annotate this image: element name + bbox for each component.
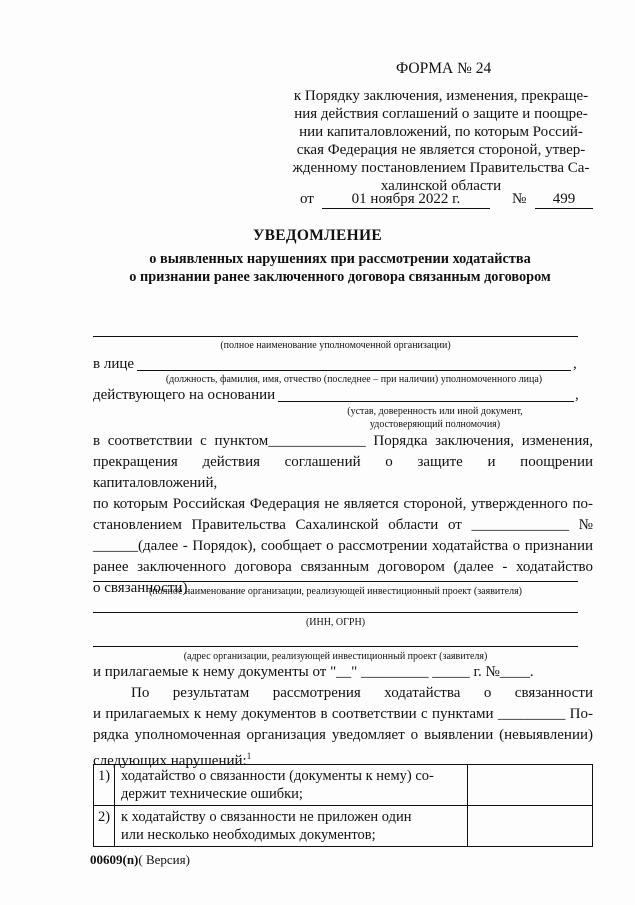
paragraph-results [93,683,593,772]
header-line: халинской области [380,178,502,194]
violations-table [93,764,593,847]
approval-number: 499 [535,191,593,209]
paragraph-line: ранее заключенного договора связанным договором (далее - ходатайство [93,559,593,575]
basis-caption-line: удостоверяющий полномочия) [369,419,501,430]
footer-stamp [90,852,190,868]
paragraph-line: по которым Российская Федерация не является стороной, утвержденного по- [93,496,593,512]
header-line: ния действия соглашений о защите и поощре- [294,106,588,122]
paragraph-main [93,431,593,599]
basis-caption-line: (устав, доверенность или иной документ, [347,406,523,417]
violation-line: ходатайство о связанности (документы к нему) со- [121,768,434,784]
table-row [94,806,593,847]
org-name-caption: (полное наименование уполномоченной организации) [220,340,451,351]
paragraph-line: прекращения действия соглашений о защите и поощрении капиталовложений, [93,454,593,491]
paragraph-line: в соответствии с пунктом_____________ Порядка заключения, изменения, [93,433,593,449]
footnote-mark: 1 [246,751,252,761]
header-line: жденному постановлением Правительства Са- [292,160,590,176]
paragraph-line: и прилагаемых к нему документов в соответствии с пунктами _________ По- [93,706,593,722]
address-caption: (адрес организации, реализующей инвестиционный проект (заявителя) [183,651,488,662]
header-line: нии капиталовложений, по которым Россий- [299,124,583,140]
person-field[interactable] [137,370,571,371]
comma: , [575,387,579,403]
violation-mark-cell[interactable] [468,806,593,847]
document-subtitle [60,250,620,286]
basis-field[interactable] [278,401,574,402]
header-line: к Порядку заключения, изменения, прекраще- [293,88,589,104]
violation-line: или несколько необходимых документов; [121,827,376,843]
acting-basis-label: действующего на основании [93,387,276,403]
inn-field[interactable] [93,612,578,613]
attached-docs-line: и прилагаемые к нему документы от "__" _________ _____ г. №____. [93,664,534,680]
paragraph-line: По результатам рассмотрения ходатайства о связанности [131,685,593,701]
approval-date: 01 ноября 2022 г. [322,191,490,209]
date-from-label: от [300,191,314,207]
inn-caption: (ИНН, ОГРН) [305,617,366,628]
paragraph-line: становлением Правительства Сахалинской области от _____________ № [93,517,593,533]
paragraph-last-text: следующих нарушений: [93,753,247,769]
number-label: № [512,191,527,207]
paragraph-line: ______(далее - Порядок), сообщает о рассмотрении ходатайства о признании [93,538,593,554]
subtitle-line: о признании ранее заключенного договора связанным договором [129,269,551,285]
violation-mark-cell[interactable] [468,765,593,806]
in-person-label: в лице [93,356,135,372]
form-title: ФОРМА № 24 [396,60,492,77]
document-title: УВЕДОМЛЕНИЕ [252,227,383,244]
violation-number: 2) [94,806,115,847]
paragraph-line: о связанности) [93,580,188,596]
header-reference [282,87,600,195]
applicant-name-caption: (полное наименование организации, реализующей инвестиционный проект (заявителя) [148,586,523,597]
footer-version: ( Версия) [138,852,190,867]
comma: , [573,356,577,372]
document-title-wrap [0,227,635,245]
person-caption: (должность, фамилия, имя, отчество (последнее – при наличии) уполномоченного лица) [165,374,543,385]
violation-line: к ходатайству о связанности не приложен один [121,809,412,825]
table-row [94,765,593,806]
address-field[interactable] [93,646,578,647]
violation-line: держит технические ошибки; [121,786,303,802]
subtitle-line: о выявленных нарушениях при рассмотрении ходатайства [149,251,531,267]
violation-text [115,806,468,847]
org-name-field[interactable] [93,336,578,337]
approval-date-line [300,191,600,209]
header-line: ская Федерация не является стороной, утвер- [296,142,586,158]
basis-caption [290,405,580,431]
footer-code: 00609(n) [90,852,139,867]
paragraph-line: рядка уполномоченная организация уведомляет о выявлении (невыявлении) [93,727,593,743]
violation-number: 1) [94,765,115,806]
applicant-name-field[interactable] [93,581,578,582]
violation-text [115,765,468,806]
